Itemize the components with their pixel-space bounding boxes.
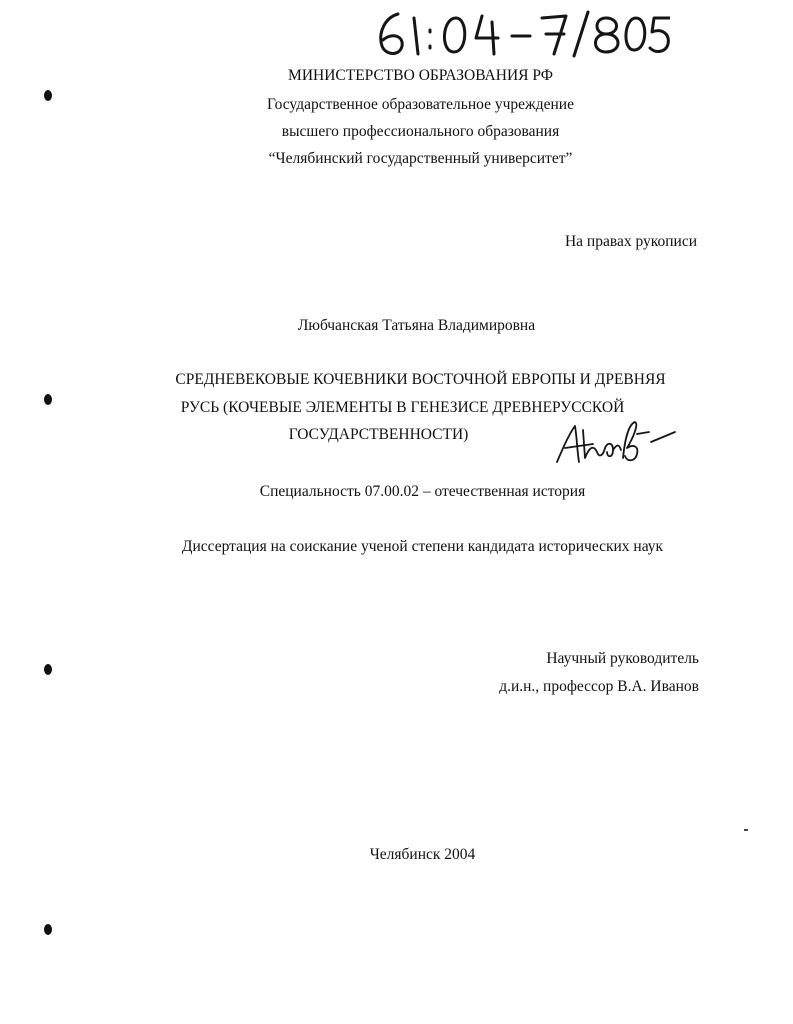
punch-hole-mark <box>44 664 52 675</box>
dissertation-title-line-1: СРЕДНЕВЕКОВЫЕ КОЧЕВНИКИ ВОСТОЧНОЙ ЕВРОПЫ И ДРЕВНЯЯ <box>175 371 666 388</box>
supervisor-role: Научный руководитель <box>546 650 699 667</box>
institution-line-2: высшего профессионального образования <box>281 123 560 140</box>
author-name: Любчанская Татьяна Владимировна <box>297 317 536 334</box>
dissertation-title-line-3: ГОСУДАРСТВЕННОСТИ) <box>288 426 469 443</box>
degree-line: Диссертация на соискание ученой степени кандидата исторических наук <box>181 538 664 555</box>
punch-hole-mark <box>44 924 52 935</box>
university-name: “Челябинский государственный университет” <box>268 150 573 167</box>
institution-line-1: Государственное образовательное учреждение <box>267 96 574 113</box>
ministry-heading: МИНИСТЕРСТВО ОБРАЗОВАНИЯ РФ <box>288 67 553 84</box>
dissertation-title-line-2: РУСЬ (КОЧЕВЫЕ ЭЛЕМЕНТЫ В ГЕНЕЗИСЕ ДРЕВНЕРУССКОЙ <box>180 399 625 416</box>
specialty-line: Специальность 07.00.02 – отечественная история <box>259 483 586 500</box>
supervisor-name: д.и.н., профессор В.А. Иванов <box>499 678 699 695</box>
rights-notice: На правах рукописи <box>564 233 697 250</box>
scan-speck <box>744 829 748 831</box>
city-year: Челябинск 2004 <box>369 846 476 863</box>
handwritten-archive-number <box>370 4 670 62</box>
handwritten-signature <box>553 418 678 468</box>
